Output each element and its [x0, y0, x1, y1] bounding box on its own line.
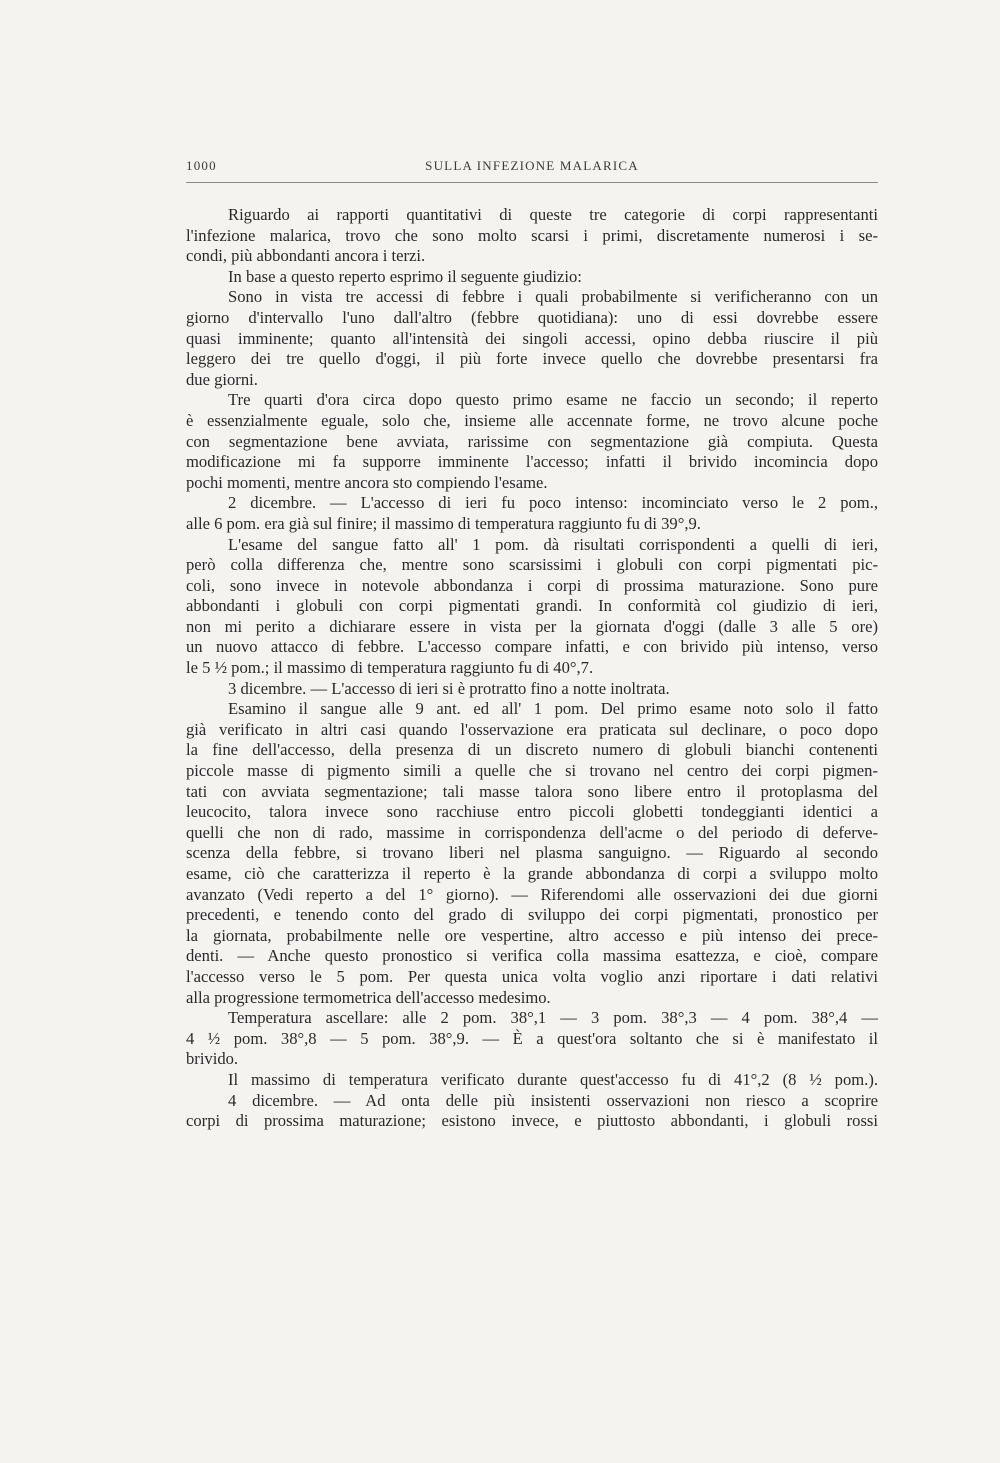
text-line: 2 dicembre. — L'accesso di ieri fu poco intenso: incominciato verso le 2 pom., [228, 493, 878, 513]
text-line: scenza della febbre, si trovano liberi nel plasma sanguigno. — Riguardo al secondo [186, 843, 878, 863]
body-text [186, 205, 878, 1132]
text-line: Tre quarti d'ora circa dopo questo primo esame ne faccio un secondo; il reperto [228, 390, 878, 410]
text-line: 3 dicembre. — L'accesso di ieri si è protratto fino a notte inoltrata. [228, 678, 670, 698]
text-line: già verificato in altri casi quando l'osservazione era praticata sul declinare, o poco dopo [186, 719, 878, 739]
text-line: pochi momenti, mentre ancora sto compiendo l'esame. [186, 472, 548, 492]
text-line: modificazione mi fa supporre imminente l'accesso; infatti il brivido incomincia dopo [186, 452, 878, 472]
text-line: Esamino il sangue alle 9 ant. ed all' 1 pom. Del primo esame noto solo il fatto [228, 699, 878, 719]
text-line: condi, più abbondanti ancora i terzi. [186, 246, 426, 266]
page-number: 1000 [186, 158, 217, 173]
text-line: Temperatura ascellare: alle 2 pom. 38°,1 — 3 pom. 38°,3 — 4 pom. 38°,4 — [228, 1008, 878, 1028]
text-line: corpi di prossima maturazione; esistono invece, e piuttosto abbondanti, i globuli rossi [186, 1111, 878, 1131]
running-header [186, 158, 878, 183]
text-line: un nuovo attacco di febbre. L'accesso compare infatti, e con brivido più intenso, verso [186, 637, 878, 657]
text-line: Sono in vista tre accessi di febbre i quali probabilmente si verificheranno con un [228, 287, 878, 307]
text-line: leucocito, talora invece sono racchiuse entro piccoli globetti tondeggianti identici a [186, 802, 878, 822]
text-line: alla progressione termometrica dell'accesso medesimo. [186, 987, 551, 1007]
text-line: quasi imminente; quanto all'intensità dei singoli accessi, opino debba riuscire il più [186, 328, 878, 348]
text-line: brivido. [186, 1049, 239, 1069]
text-line: abbondanti i globuli con corpi pigmentati grandi. In conformità col giudizio di ieri, [186, 596, 878, 616]
text-line: Il massimo di temperatura verificato durante quest'accesso fu di 41°,2 (8 ½ pom.). [228, 1069, 878, 1089]
text-line: l'accesso verso le 5 pom. Per questa unica volta voglio anzi riportare i dati relativi [186, 966, 878, 986]
text-line: non mi perito a dichiarare essere in vista per la giornata d'oggi (dalle 3 alle 5 ore) [186, 616, 878, 636]
text-line: quelli che non di rado, massime in corrispondenza dell'acme o del periodo di deferve- [186, 822, 878, 842]
text-line: giorno d'intervallo l'uno dall'altro (febbre quotidiana): uno di essi dovrebbe essere [186, 307, 878, 327]
text-line: le 5 ½ pom.; il massimo di temperatura raggiunto fu di 40°,7. [186, 658, 594, 678]
text-line: però colla differenza che, mentre sono scarsissimi i globuli con corpi pigmentati pic- [186, 555, 878, 575]
text-line: 4 ½ pom. 38°,8 — 5 pom. 38°,9. — È a quest'ora soltanto che si è manifestato il [186, 1028, 878, 1048]
text-line: tati con avviata segmentazione; tali masse talora sono libere entro il protoplasma del [186, 781, 878, 801]
text-line: due giorni. [186, 369, 258, 389]
text-line: Riguardo ai rapporti quantitativi di queste tre categorie di corpi rappresentanti [228, 205, 878, 224]
text-line: avanzato (Vedi reperto a del 1° giorno). — Riferendomi alle osservazioni dei due giorni [186, 884, 878, 904]
text-line: coli, sono invece in notevole abbondanza i corpi di prossima maturazione. Sono pure [186, 575, 878, 595]
text-line: alle 6 pom. era già sul finire; il massimo di temperatura raggiunto fu di 39°,9. [186, 513, 701, 533]
running-title: SULLA INFEZIONE MALARICA [425, 158, 639, 173]
text-line: l'infezione malarica, trovo che sono molto scarsi i primi, discretamente numerosi i se- [186, 225, 878, 245]
text-line: con segmentazione bene avviata, rarissime con segmentazione già compiuta. Questa [186, 431, 878, 451]
text-line: è essenzialmente eguale, solo che, insieme alle accennate forme, ne trovo alcune poche [186, 410, 878, 430]
text-line: la giornata, probabilmente nelle ore vespertine, altro accesso e più intenso dei prece- [186, 925, 878, 945]
text-line: piccole masse di pigmento simili a quelle che si trovano nel centro dei corpi pigmen- [186, 761, 878, 781]
text-line: L'esame del sangue fatto all' 1 pom. dà risultati corrispondenti a quelli di ieri, [228, 534, 878, 554]
text-line: la fine dell'accesso, della presenza di un discreto numero di globuli bianchi contenenti [186, 740, 878, 760]
text-line: leggero dei tre quello d'oggi, il più forte invece quello che dovrebbe presentarsi fra [186, 349, 878, 369]
text-line: In base a questo reperto esprimo il seguente giudizio: [228, 266, 582, 286]
text-line: 4 dicembre. — Ad onta delle più insistenti osservazioni non riesco a scoprire [228, 1090, 878, 1110]
text-line: esame, ciò che caratterizza il reperto è la grande abbondanza di corpi a sviluppo molto [186, 864, 878, 883]
text-line: precedenti, e tenendo conto del grado di sviluppo dei corpi pigmentati, pronostico per [186, 905, 878, 925]
text-line: denti. — Anche questo pronostico si verifica colla massima esattezza, e cioè, compare [186, 946, 878, 966]
